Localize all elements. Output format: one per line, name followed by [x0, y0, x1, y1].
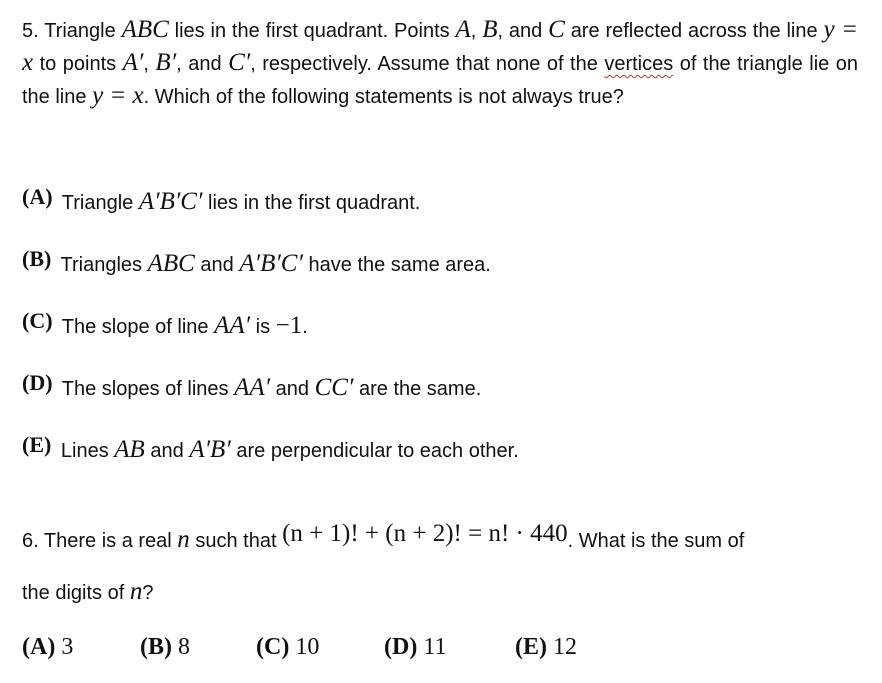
q5-text: , respectively. Assume that none of the [250, 53, 598, 75]
q6-choice-b [140, 634, 256, 661]
q5-math-a-prime: A′ [122, 49, 144, 76]
q5-text: are reflected across the line [570, 20, 818, 42]
choice-math: AB [114, 436, 145, 463]
choice-text: and [200, 254, 234, 276]
q5-math-c-prime: C′ [228, 49, 251, 76]
choice-text: The slope of line [61, 316, 209, 338]
q5-math-a: A [455, 16, 471, 43]
choice-letter: (A) [22, 184, 53, 209]
choice-letter: (B) [22, 246, 52, 271]
choice-text: Triangle [61, 192, 134, 214]
q5-choice-b [22, 246, 491, 278]
choice-math: AA′ [234, 374, 271, 401]
q5-text: , and [497, 20, 543, 42]
q6-text: ? [142, 582, 154, 604]
choice-math: CC′ [314, 374, 354, 401]
q5-text-vertices: vertices [604, 53, 674, 75]
q6-math-equation: (n + 1)! + (n + 2)! = n! · 440 [282, 520, 568, 547]
q6-math-n-2: n [129, 578, 143, 605]
q5-math-b-prime: B′ [155, 49, 177, 76]
choice-math: ABC [147, 250, 195, 277]
choice-letter: (B) [140, 634, 172, 660]
q5-text: , [470, 20, 477, 42]
choice-letter: (D) [22, 370, 53, 395]
q5-math-yx-2: y = x [92, 82, 144, 109]
choice-letter: (E) [515, 634, 547, 660]
choice-text: and [150, 440, 184, 462]
q5-text: lies in the first quadrant. Points [174, 20, 450, 42]
q6-choice-c [256, 634, 384, 661]
choice-math: AA′ [214, 312, 251, 339]
choice-text: is [255, 316, 271, 338]
choice-letter: (C) [256, 634, 290, 660]
choice-text: . [302, 316, 308, 338]
choice-letter: (D) [384, 634, 418, 660]
question-6-stem-line-2 [22, 578, 153, 606]
choice-text: The slopes of lines [61, 378, 229, 400]
choice-text: lies in the first quadrant. [208, 192, 421, 214]
q6-text: . What is the sum of [567, 530, 745, 552]
q5-math-b: B [482, 16, 498, 43]
q6-choice-e [515, 634, 577, 661]
choice-math: −1 [275, 312, 303, 339]
q5-math-abc: ABC [121, 16, 169, 43]
choice-text: and [275, 378, 310, 400]
choice-math: A′B′ [189, 436, 231, 463]
choice-value: 3 [61, 634, 74, 660]
q5-math-yx: y = x [22, 16, 858, 76]
q6-choice-d [384, 634, 515, 661]
q5-choice-a [22, 184, 421, 216]
choice-value: 11 [423, 634, 447, 660]
choice-value: 12 [553, 634, 577, 660]
choice-text: Lines [60, 440, 109, 462]
choice-letter: (E) [22, 432, 52, 457]
q6-text: the digits of [22, 582, 125, 604]
choice-text: are the same. [358, 378, 482, 400]
choice-text: are perpendicular to each other. [236, 440, 519, 462]
q6-choice-a [22, 634, 140, 661]
question-6-number: 6. [22, 530, 39, 552]
choice-math: A′B′C′ [138, 188, 203, 215]
q5-text: to points [39, 53, 117, 75]
choice-math: A′B′C′ [239, 250, 303, 277]
q5-math-c: C [548, 16, 565, 43]
q5-text: , [143, 53, 149, 75]
q6-math-n: n [177, 526, 190, 553]
q6-text: There is a real [43, 530, 172, 552]
q5-choice-c [22, 308, 308, 340]
choice-text: Triangles [60, 254, 143, 276]
q5-text: . Which of the following statements is not always true? [143, 86, 624, 108]
q5-choice-d [22, 370, 482, 402]
choice-value: 10 [295, 634, 320, 660]
choice-value: 8 [178, 634, 190, 660]
choice-letter: (A) [22, 634, 56, 660]
q5-text: Triangle [44, 20, 116, 42]
q5-text: , and [176, 53, 222, 75]
question-6-stem [22, 520, 858, 554]
question-5-number: 5. [22, 20, 39, 42]
choice-text: have the same area. [308, 254, 491, 276]
q6-answer-choices [22, 634, 577, 661]
question-5-stem [22, 14, 858, 113]
q6-text: such that [195, 530, 277, 552]
q5-choice-e [22, 432, 519, 464]
q5-text: of the triangle lie on the line [22, 53, 858, 108]
choice-letter: (C) [22, 308, 53, 333]
